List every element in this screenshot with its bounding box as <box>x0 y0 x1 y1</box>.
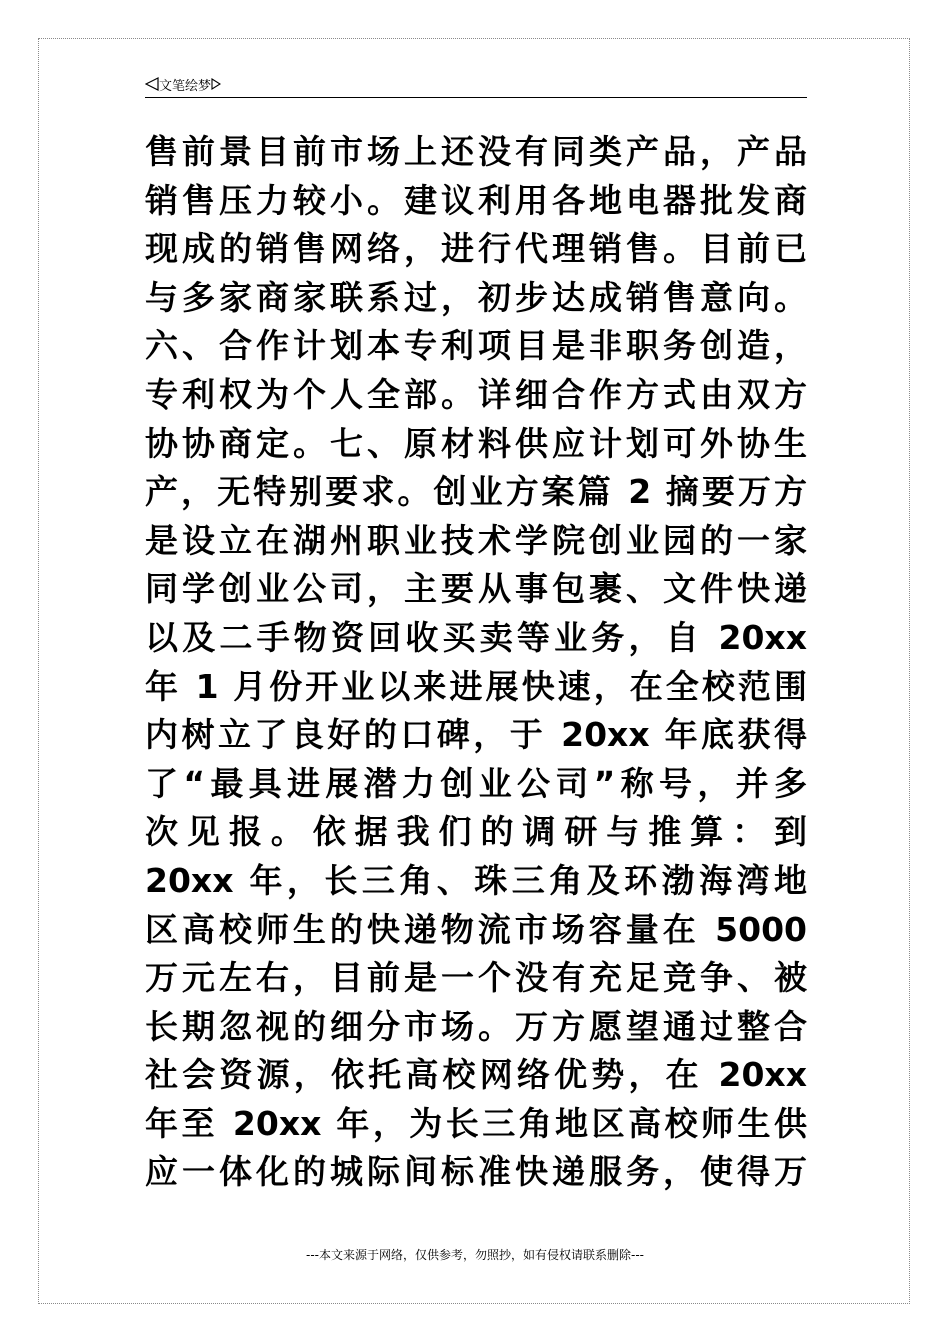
body-line: 区高校师生的快递物流市场容量在 5000 <box>145 909 807 949</box>
body-line: 同学创业公司，主要从事包裹、文件快递 <box>145 569 807 609</box>
header-title: 文笔绘梦 <box>159 79 212 94</box>
body-line: 年 1 月份开业以来进展快速，在全校范围 <box>145 666 807 706</box>
page-header <box>145 77 807 97</box>
page-footer: ---本文来源于网络，仅供参考，勿照抄，如有侵权请联系删除--- <box>306 1248 644 1262</box>
body-line: 20xx 年，长三角、珠三角及环渤海湾地 <box>145 860 807 900</box>
body-line: 现成的销售网络，进行代理销售。目前已 <box>145 229 807 269</box>
body-line: 与多家商家联系过，初步达成销售意向。 <box>145 277 807 317</box>
body-line: 内树立了良好的口碑，于 20xx 年底获得 <box>145 715 807 755</box>
body-line: 以及二手物资回收买卖等业务，自 20xx <box>145 617 807 657</box>
body-line: 年至 20xx 年，为长三角地区高校师生供 <box>145 1103 807 1143</box>
body-line: 长期忽视的细分市场。万方愿望通过整合 <box>145 1006 807 1046</box>
body-line: 应一体化的城际间标准快递服务，使得万 <box>145 1152 807 1192</box>
body-line: 六、合作计划本专利项目是非职务创造， <box>145 326 807 366</box>
body-line: 万元左右，目前是一个没有充足竞争、被 <box>145 958 807 998</box>
body-line: 销售压力较小。建议利用各地电器批发商 <box>145 180 807 220</box>
body-line: 是设立在湖州职业技术学院创业园的一家 <box>145 520 807 560</box>
body-line: 售前景目前市场上还没有同类产品，产品 <box>145 132 807 171</box>
body-line: 社会资源，依托高校网络优势，在 20xx <box>145 1055 807 1095</box>
body-line: 次见报。依据我们的调研与推算：到 <box>145 812 807 852</box>
body-text <box>145 128 807 1197</box>
left-triangle-icon <box>145 77 159 96</box>
header-divider <box>145 97 807 98</box>
body-line: 了“最具进展潜力创业公司”称号，并多 <box>145 763 807 803</box>
body-line: 协协商定。七、原材料供应计划可外协生 <box>145 423 807 463</box>
right-triangle-icon <box>211 78 221 95</box>
body-line: 产，无特别要求。创业方案篇 2 摘要万方 <box>145 472 807 512</box>
body-line: 专利权为个人全部。详细合作方式由双方 <box>145 374 807 414</box>
